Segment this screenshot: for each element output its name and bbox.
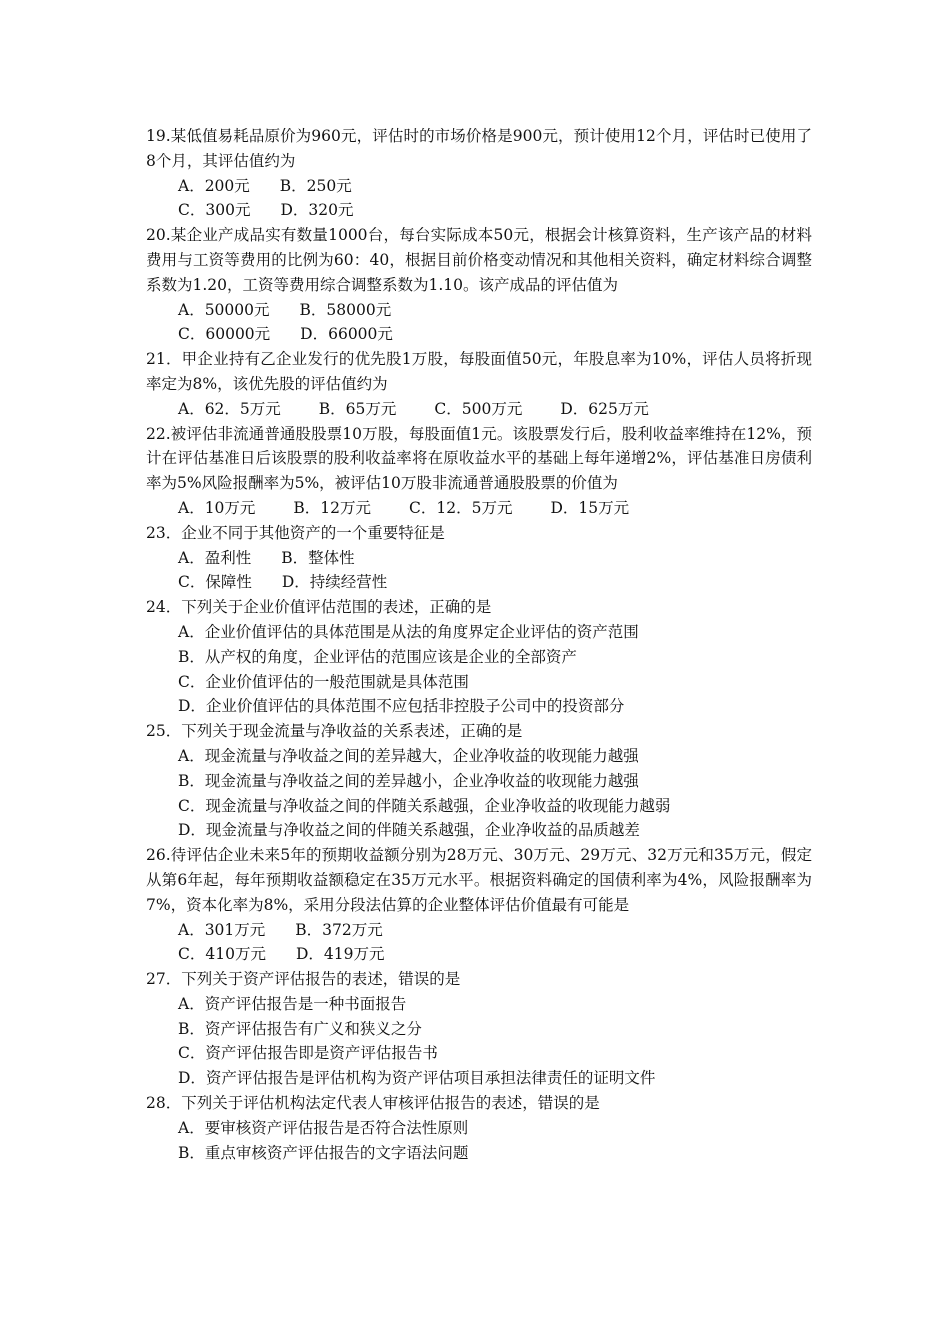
option-c: C．410万元 xyxy=(178,945,266,964)
option-d: D．419万元 xyxy=(295,945,385,964)
question-stem: 19.某低值易耗品原价为960元，评估时的市场价格是900元，预计使用12个月，评估时已使用了8个月，其评估值约为 xyxy=(146,127,812,170)
option-row xyxy=(146,174,812,199)
option-c: C．保障性 xyxy=(178,573,252,592)
question-stem: 21．甲企业持有乙企业发行的优先股1万股，每股面值50元，年股息率为10%，评估人员将折现率定为8%，该优先股的评估值约为 xyxy=(146,350,812,393)
option-a: A．要审核资产评估报告是否符合法性原则 xyxy=(178,1118,469,1137)
option-a: A．资产评估报告是一种书面报告 xyxy=(178,994,407,1013)
option-a: A．62．5万元 xyxy=(178,399,281,418)
option-row xyxy=(146,942,812,967)
option-a: A．50000元 xyxy=(178,300,270,319)
option-d: D．企业价值评估的具体范围不应包括非控股子公司中的投资部分 xyxy=(178,697,625,716)
option-a: A．企业价值评估的具体范围是从法的角度界定企业评估的资产范围 xyxy=(178,622,639,641)
option-row xyxy=(146,546,812,571)
question-stem: 25．下列关于现金流量与净收益的关系表述，正确的是 xyxy=(146,722,523,741)
option-c: C．现金流量与净收益之间的伴随关系越强，企业净收益的收现能力越弱 xyxy=(178,796,671,815)
question-25 xyxy=(146,719,812,843)
question-stem: 28．下列关于评估机构法定代表人审核评估报告的表述，错误的是 xyxy=(146,1094,600,1113)
question-28 xyxy=(146,1091,812,1165)
option-row xyxy=(146,918,812,943)
option-b: B．250元 xyxy=(279,176,352,195)
option-c: C．300元 xyxy=(178,201,251,220)
option-row xyxy=(146,298,812,323)
option-d: D．320元 xyxy=(280,201,354,220)
option-a: A．盈利性 xyxy=(178,548,252,567)
question-24 xyxy=(146,595,812,719)
question-stem: 24．下列关于企业价值评估范围的表述，正确的是 xyxy=(146,598,492,617)
option-a: A．301万元 xyxy=(178,920,266,939)
option-row xyxy=(146,397,812,422)
exam-page xyxy=(146,124,812,1165)
question-20 xyxy=(146,223,812,347)
option-d: D．625万元 xyxy=(560,399,649,418)
option-a: A．10万元 xyxy=(178,498,256,517)
option-d: D．15万元 xyxy=(550,498,630,517)
question-22 xyxy=(146,422,812,521)
option-c: C．60000元 xyxy=(178,325,271,344)
option-d: D．持续经营性 xyxy=(281,573,388,592)
option-c: C．500万元 xyxy=(434,399,523,418)
option-c: C．企业价值评估的一般范围就是具体范围 xyxy=(178,672,469,691)
question-stem: 23．企业不同于其他资产的一个重要特征是 xyxy=(146,523,445,542)
option-b: B．58000元 xyxy=(299,300,392,319)
option-d: D．现金流量与净收益之间的伴随关系越强，企业净收益的品质越差 xyxy=(178,821,640,840)
option-b: B．372万元 xyxy=(295,920,383,939)
option-b: B．整体性 xyxy=(281,548,355,567)
question-stem: 26.待评估企业未来5年的预期收益额分别为28万元、30万元、29万元、32万元和35万元，假定从第6年起，每年预期收益额稳定在35万元水平。根据资料确定的国债利率为4%，风险报酬率为7%，资本化率为8%，采用分段法估算的企业整体评估价值最有可能是 xyxy=(146,846,812,914)
option-b: B．资产评估报告有广义和狭义之分 xyxy=(178,1019,422,1038)
question-stem: 20.某企业产成品实有数量1000台，每台实际成本50元，根据会计核算资料，生产该产品的材料费用与工资等费用的比例为60：40，根据目前价格变动情况和其他相关资料，确定材料综合调整系数为1.20，工资等费用综合调整系数为1.10。该产成品的评估值为 xyxy=(146,226,812,294)
question-19 xyxy=(146,124,812,223)
option-b: B．现金流量与净收益之间的差异越小，企业净收益的收现能力越强 xyxy=(178,771,639,790)
option-row xyxy=(146,322,812,347)
option-c: C．资产评估报告即是资产评估报告书 xyxy=(178,1044,438,1063)
question-21 xyxy=(146,347,812,421)
option-a: A．200元 xyxy=(178,176,250,195)
option-c: C．12．5万元 xyxy=(409,498,513,517)
option-row xyxy=(146,570,812,595)
option-row xyxy=(146,496,812,521)
question-23 xyxy=(146,521,812,595)
question-stem: 27．下列关于资产评估报告的表述，错误的是 xyxy=(146,970,461,989)
option-b: B．12万元 xyxy=(293,498,372,517)
question-26 xyxy=(146,843,812,967)
option-row xyxy=(146,198,812,223)
option-b: B．65万元 xyxy=(318,399,397,418)
option-b: B．重点审核资产评估报告的文字语法问题 xyxy=(178,1143,469,1162)
question-stem: 22.被评估非流通普通股股票10万股，每股面值1元。该股票发行后，股利收益率维持在12%，预计在评估基准日后该股票的股利收益率将在原收益水平的基础上每年递增2%，评估基准日房债利率为5%风险报酬率为5%，被评估10万股非流通普通股股票的价值为 xyxy=(146,424,812,493)
question-27 xyxy=(146,967,812,1091)
option-b: B．从产权的角度，企业评估的范围应该是企业的全部资产 xyxy=(178,647,577,666)
option-d: D．66000元 xyxy=(300,325,393,344)
option-d: D．资产评估报告是评估机构为资产评估项目承担法律责任的证明文件 xyxy=(178,1069,656,1088)
option-a: A．现金流量与净收益之间的差异越大，企业净收益的收现能力越强 xyxy=(178,746,639,765)
